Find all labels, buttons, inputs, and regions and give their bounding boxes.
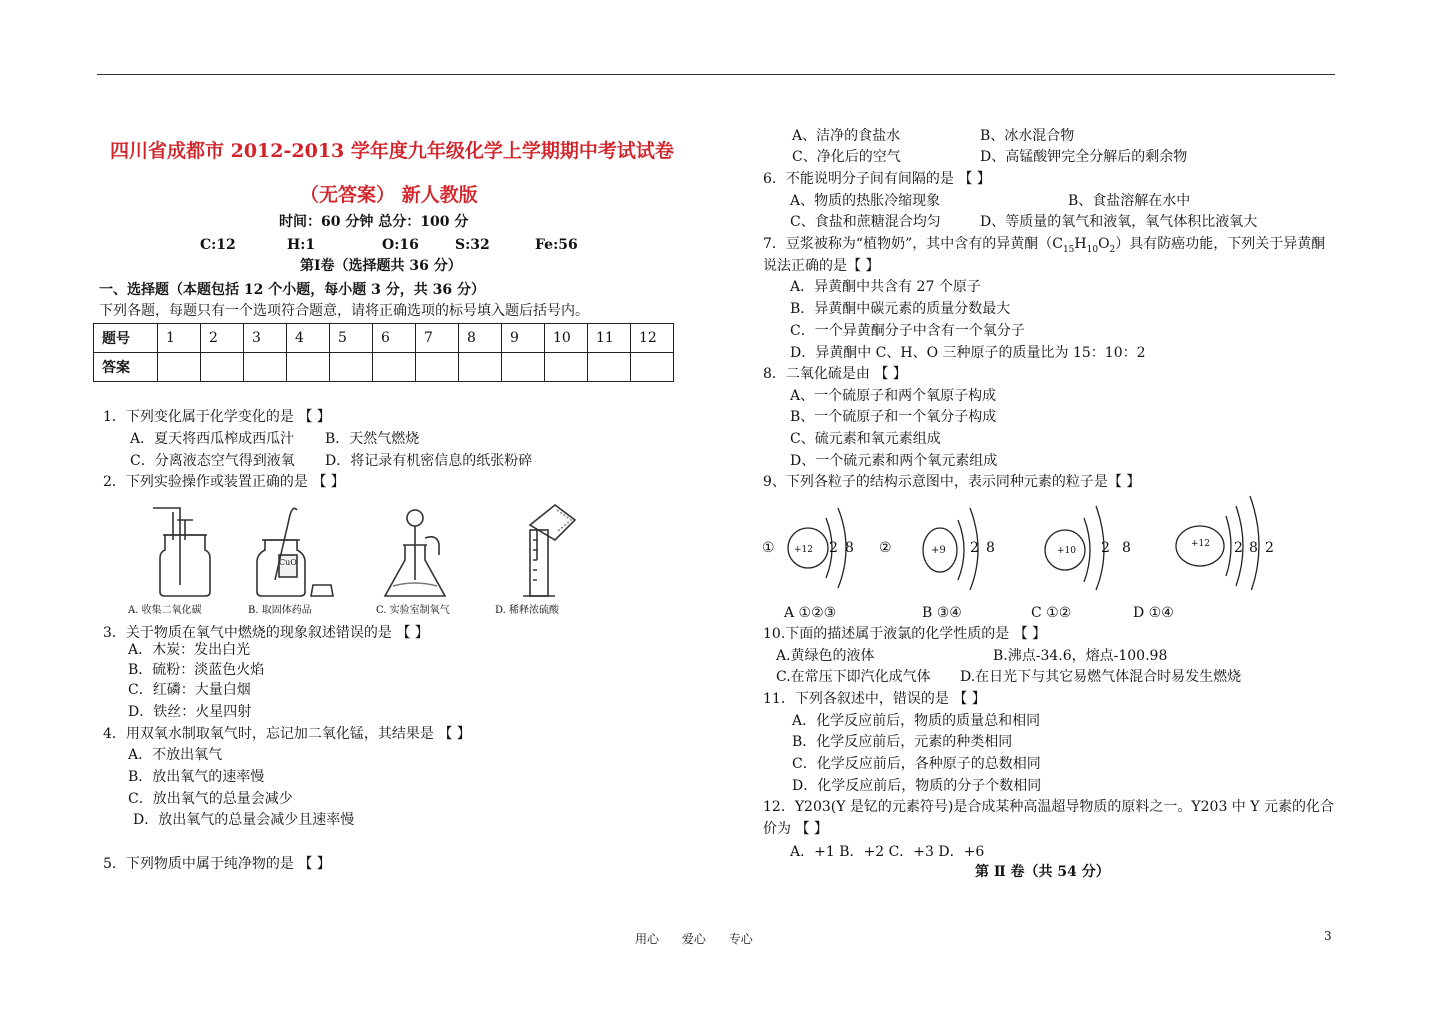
answer-cell-11[interactable]: [588, 353, 631, 382]
table-cell: 1: [158, 324, 201, 353]
element-mass-h: H:1: [287, 237, 316, 253]
q3-option-a: A．木炭：发出白光: [128, 642, 251, 658]
q9-shell-3b: 8: [1122, 540, 1131, 556]
q7-stem-pre: 7．豆浆被称为“植物奶”，其中含有的异黄酮（C: [763, 236, 1063, 252]
page-number: 3: [1324, 929, 1332, 943]
q9-stem: 9、下列各粒子的结构示意图中，表示同种元素的粒子是【 】: [763, 474, 1141, 490]
q9-nucleus-1: +12: [794, 545, 813, 555]
page-subtitle: （无答案） 新人教版: [300, 184, 478, 206]
element-mass-fe: Fe:56: [535, 237, 578, 253]
q2-caption-b: B. 取固体药品: [248, 605, 312, 616]
table-cell: 3: [244, 324, 287, 353]
q6-option-c: C、食盐和蔗糖混合均匀: [790, 214, 941, 230]
answer-cell-4[interactable]: [287, 353, 330, 382]
q7-o: O: [1098, 236, 1110, 252]
q1-option-d: D．将记录有机密信息的纸张粉碎: [325, 453, 533, 469]
table-cell: 2: [201, 324, 244, 353]
q7-stem2: 说法正确的是【 】: [763, 258, 880, 274]
answer-cell-12[interactable]: [631, 353, 674, 382]
table-cell: 4: [287, 324, 330, 353]
element-mass-s: S:32: [455, 237, 490, 253]
table-cell: 6: [373, 324, 416, 353]
q3-option-b: B．硫粉：淡蓝色火焰: [128, 662, 265, 678]
q2-caption-d: D. 稀释浓硫酸: [495, 605, 560, 616]
q6-option-a: A、物质的热胀冷缩现象: [790, 193, 941, 209]
answer-cell-5[interactable]: [330, 353, 373, 382]
q4-option-c: C．放出氧气的总量会减少: [128, 791, 293, 807]
q6-option-d: D、等质量的氧气和液氧，氧气体积比液氧大: [980, 214, 1258, 230]
q9-shell-2a: 2: [970, 540, 979, 556]
q12-stem: 12．Y203(Y 是钇的元素符号)是合成某种高温超导物质的原料之一。Y203 中 Y 元素的化合: [763, 799, 1334, 815]
q8-option-c: C、硫元素和氧元素组成: [790, 431, 941, 447]
answer-cell-3[interactable]: [244, 353, 287, 382]
q9-shell-3a: 2: [1101, 540, 1110, 556]
q7-option-a: A．异黄酮中共含有 27 个原子: [790, 279, 981, 295]
answer-table: [93, 323, 674, 382]
q7-sub-o: 2: [1109, 244, 1116, 255]
footer-slogan: 用心 爱心 专心: [635, 932, 753, 946]
q11-option-b: B．化学反应前后，元素的种类相同: [792, 734, 1013, 750]
row-label-number: 题号: [94, 324, 158, 353]
q2-caption-a: A. 收集二氧化碳: [128, 605, 202, 616]
answer-cell-9[interactable]: [502, 353, 545, 382]
q9-mark-1: ①: [762, 540, 775, 556]
answer-cell-7[interactable]: [416, 353, 459, 382]
row-label-answer: 答案: [94, 353, 158, 382]
q9-shell-4c: 2: [1265, 540, 1274, 556]
q5-option-c: C、净化后的空气: [792, 149, 901, 165]
q3-option-d: D．铁丝：火星四射: [128, 704, 252, 720]
q12-stem2: 价为 【 】: [763, 821, 828, 837]
q5-option-d: D、高锰酸钾完全分解后的剩余物: [980, 149, 1188, 165]
q7-stem-post: ）具有防癌功能，下列关于异黄酮: [1115, 236, 1326, 252]
q8-option-b: B、一个硫原子和一个氧分子构成: [790, 409, 997, 425]
element-mass-c: C:12: [200, 237, 236, 253]
q7-stem: [763, 235, 1325, 259]
q8-option-a: A、一个硫原子和两个氧原子构成: [790, 388, 997, 404]
q7-option-c: C．一个异黄酮分子中含有一个氧分子: [790, 323, 1025, 339]
q7-option-d: D．异黄酮中 C、H、O 三种原子的质量比为 15：10：2: [790, 345, 1146, 361]
q5-option-a: A、洁净的食盐水: [792, 128, 901, 144]
table-cell: 8: [459, 324, 502, 353]
q5-option-b: B、冰水混合物: [980, 128, 1075, 144]
answer-cell-10[interactable]: [545, 353, 588, 382]
q9-option-a: A ①②③: [784, 605, 837, 621]
q10-stem: 10.下面的描述属于液氯的化学性质的是 【 】: [763, 626, 1047, 642]
q3-option-c: C．红磷：大量白烟: [128, 682, 251, 698]
q1-option-c: C．分离液态空气得到液氧: [130, 453, 295, 469]
q2-stem: 2．下列实验操作或装置正确的是 【 】: [103, 474, 345, 490]
q4-stem: 4．用双氧水制取氧气时，忘记加二氧化锰，其结果是 【 】: [103, 726, 471, 742]
table-cell: 11: [588, 324, 631, 353]
q7-sub-c: 15: [1062, 244, 1075, 255]
q9-nucleus-3: +10: [1057, 546, 1076, 556]
q10-option-c: C.在常压下即汽化成气体: [776, 669, 931, 685]
q7-sub-h: 10: [1086, 244, 1099, 255]
q6-stem: 6．不能说明分子间有间隔的是 【 】: [763, 171, 991, 187]
answer-cell-2[interactable]: [201, 353, 244, 382]
part2-title: 第 Ⅱ 卷（共 54 分）: [975, 864, 1110, 880]
answer-cell-8[interactable]: [459, 353, 502, 382]
answer-cell-1[interactable]: [158, 353, 201, 382]
q4-option-b: B．放出氧气的速率慢: [128, 769, 265, 785]
q9-option-b: B ③④: [922, 605, 962, 621]
table-row: [94, 353, 674, 382]
section1-title: 一、选择题（本题包括 12 个小题，每小题 3 分，共 36 分）: [99, 282, 485, 298]
table-cell: 10: [545, 324, 588, 353]
q10-option-b: B.沸点-34.6，熔点-100.98: [993, 648, 1168, 664]
q9-nucleus-4: +12: [1191, 539, 1210, 549]
q9-nucleus-2: +9: [931, 545, 946, 556]
q9-option-c: C ①②: [1031, 605, 1072, 621]
q4-option-a: A．不放出氧气: [128, 747, 223, 763]
q3-stem: 3．关于物质在氧气中燃烧的现象叙述错误的是 【 】: [103, 625, 429, 641]
part1-title: 第Ⅰ卷（选择题共 36 分）: [300, 258, 462, 274]
q9-shell-1a: 2: [829, 540, 838, 556]
q7-option-b: B．异黄酮中碳元素的质量分数最大: [790, 301, 1011, 317]
page-title: 四川省成都市 2012-2013 学年度九年级化学上学期期中考试试卷: [110, 140, 674, 162]
q9-shell-4a: 2: [1234, 540, 1243, 556]
answer-cell-6[interactable]: [373, 353, 416, 382]
q11-stem: 11．下列各叙述中，错误的是 【 】: [763, 691, 986, 707]
q9-shell-1b: 8: [845, 540, 854, 556]
q7-h: H: [1074, 236, 1087, 252]
q11-option-a: A．化学反应前后，物质的质量总和相同: [792, 713, 1041, 729]
table-cell: 5: [330, 324, 373, 353]
q10-option-d: D.在日光下与其它易燃气体混合时易发生燃烧: [960, 669, 1242, 685]
table-cell: 7: [416, 324, 459, 353]
table-row: [94, 324, 674, 353]
q9-mark-2: ②: [879, 540, 892, 556]
q11-option-d: D．化学反应前后，物质的分子个数相同: [792, 778, 1042, 794]
q1-stem: 1．下列变化属于化学变化的是 【 】: [103, 409, 331, 425]
q8-stem: 8．二氧化硫是由 【 】: [763, 366, 907, 382]
q12-options: A．+1 B．+2 C．+3 D．+6: [790, 844, 985, 860]
q2-caption-c: C. 实验室制氧气: [376, 605, 450, 616]
q9-shell-2b: 8: [986, 540, 995, 556]
section1-instruction: 下列各题，每题只有一个选项符合题意，请将正确选项的标号填入题后括号内。: [99, 303, 589, 319]
q8-option-d: D、一个硫元素和两个氧元素组成: [790, 453, 998, 469]
q11-option-c: C．化学反应前后，各种原子的总数相同: [792, 756, 1041, 772]
element-mass-o: O:16: [382, 237, 419, 253]
q1-option-b: B．天然气燃烧: [325, 431, 420, 447]
q4-option-d: D．放出氧气的总量会减少且速率慢: [133, 812, 355, 828]
table-cell: 12: [631, 324, 674, 353]
q10-option-a: A.黄绿色的液体: [776, 648, 875, 664]
q2-cuo-label: CuO: [279, 558, 297, 567]
time-total: 时间：60 分钟 总分：100 分: [279, 214, 469, 230]
q9-option-d: D ①④: [1133, 605, 1174, 621]
q9-shell-4b: 8: [1249, 540, 1258, 556]
q5-stem: 5．下列物质中属于纯净物的是 【 】: [103, 856, 331, 872]
header-rule: [97, 74, 1335, 75]
q6-option-b: B、食盐溶解在水中: [1068, 193, 1191, 209]
q1-option-a: A．夏天将西瓜榨成西瓜汁: [130, 431, 295, 447]
table-cell: 9: [502, 324, 545, 353]
